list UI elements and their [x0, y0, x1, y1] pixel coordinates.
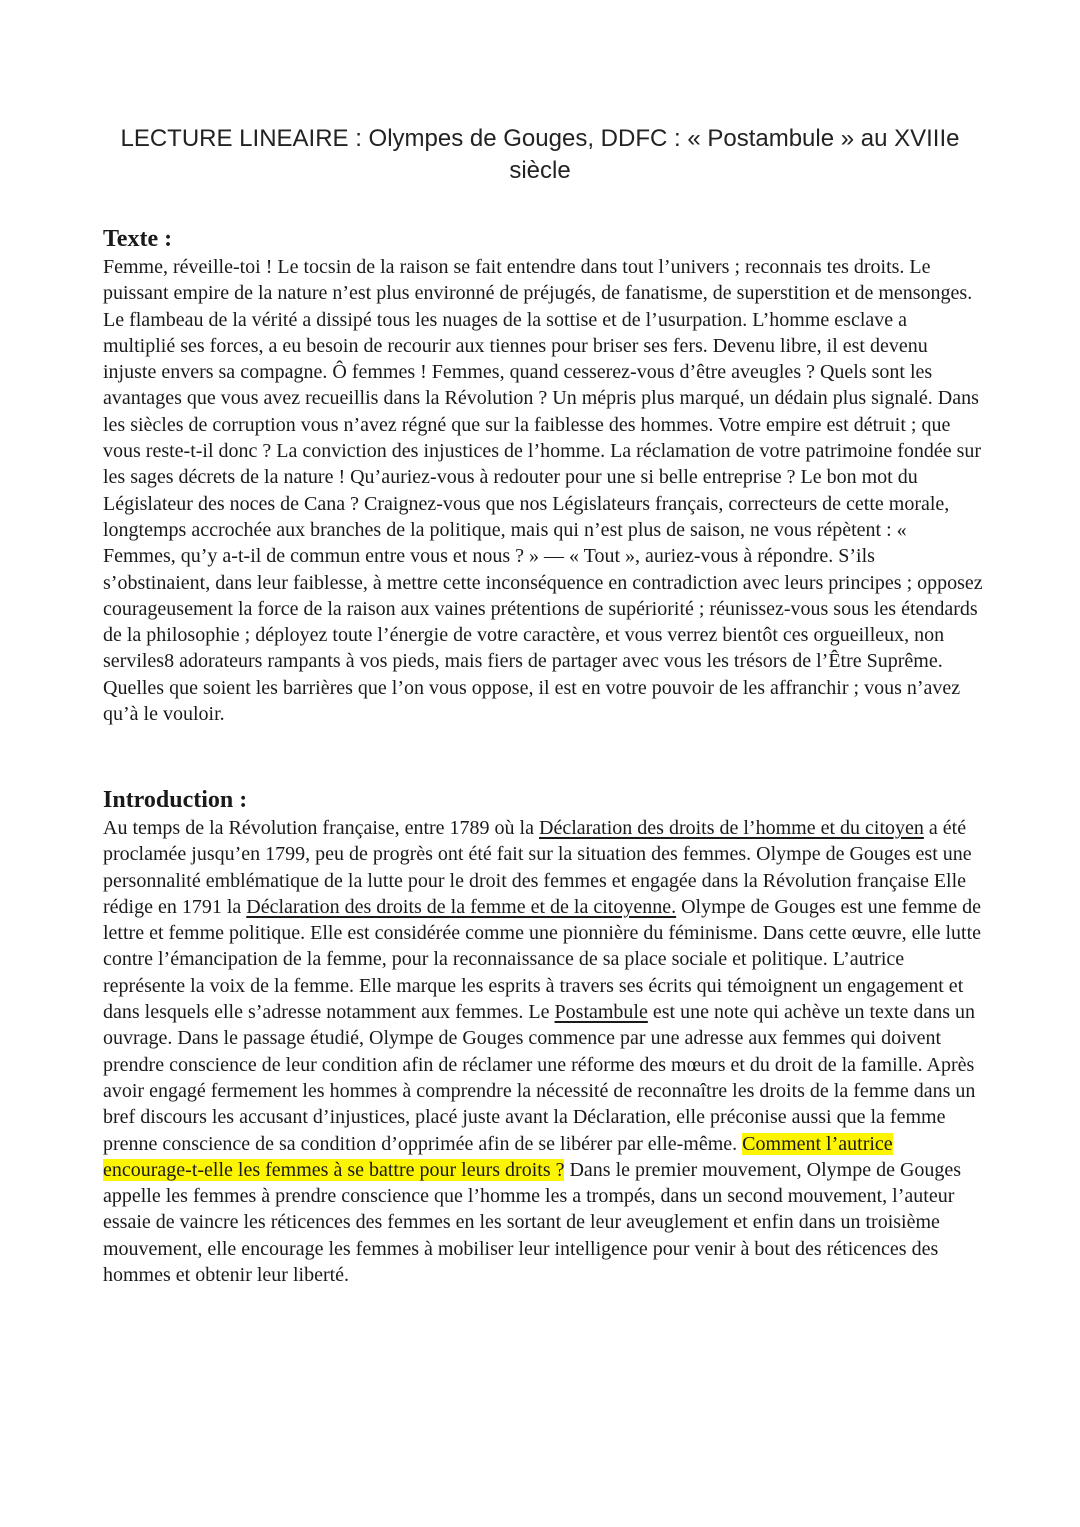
intro-text-part-2: a été proclamée jusqu’en 1799, peu de progrès ont été fait sur la situation des femmes. Olympe de Gouges est une personnalité emblématique de la lutte pour le droit des femmes et engagée dans la Révolution française Elle rédige en 1791 la	[103, 817, 972, 918]
ddfc-title-underlined: Déclaration des droits de la femme et de la citoyenne.	[246, 895, 677, 918]
intro-text-part-4: est une note qui achève un texte dans un ouvrage. Dans le passage étudié, Olympe de Gouges commence par une adresse aux femmes qui doivent prendre conscience de leur condition afin de réclamer une réforme des mœurs et du droit de la famille. Après avoir engagé fermement les hommes à comprendre la nécessité de reconnaître les droits de la femme dans un bref discours les accusant d’injustices, placé juste avant la Déclaration, elle préconise aussi que la femme prenne conscience de sa condition d’opprimée afin de se libérer par elle-même.	[103, 1001, 976, 1155]
ddhc-title-underlined: Déclaration des droits de l’homme et du citoyen	[539, 817, 924, 839]
intro-text-part-5: Dans le premier mouvement, Olympe de Gouges appelle les femmes à prendre conscience que l’homme les a trompés, dans un second mouvement, l’auteur essaie de vaincre les réticences des femmes en les sortant de leur aveuglement et enfin dans un troisième mouvement, elle encourage les femmes à mobiliser leur intelligence pour venir à bout des réticences des hommes et obtenir leur liberté.	[103, 1158, 962, 1287]
texte-body: Femme, réveille-toi ! Le tocsin de la raison se fait entendre dans tout l’univers ; reconnais tes droits. Le puissant empire de la nature n’est plus environné de préjugés, de fanatisme, de superstition et de mensonges. Le flambeau de la vérité a dissipé tous les nuages de la sottise et de l’usurpation. L’homme esclave a multiplié ses forces, a eu besoin de recourir aux tiennes pour briser ses fers. Devenu libre, il est devenu injuste envers sa compagne. Ô femmes ! Femmes, quand cesserez-vous d’être aveugles ? Quels sont les avantages que vous avez recueillis dans la Révolution ? Un mépris plus marqué, un dédain plus signalé. Dans les siècles de corruption vous n’avez régné que sur la faiblesse des hommes. Votre empire est détruit ; que vous reste-t-il donc ? La conviction des injustices de l’homme. La réclamation de votre patrimoine fondée sur les sages décrets de la nature ! Qu’auriez-vous à redouter pour une si belle entreprise ? Le bon mot du Législateur des noces de Cana ? Craignez-vous que nos Législateurs français, correcteurs de cette morale, longtemps accrochée aux branches de la politique, mais qui n’est plus de saison, ne vous répètent : « Femmes, qu’y a-t-il de commun entre vous et nous ? » — « Tout », auriez-vous à répondre. S’ils s’obstinaient, dans leur faiblesse, à mettre cette inconséquence en contradiction avec leurs principes ; opposez courageusement la force de la raison aux vaines prétentions de supériorité ; réunissez-vous sous les étendards de la philosophie ; déployez toute l’énergie de votre caractère, et vous verrez bientôt ces orgueilleux, non serviles8 adorateurs rampants à vos pieds, mais fiers de partager avec vous les trésors de l’Être Suprême. Quelles que soient les barrières que l’on vous oppose, il est en votre pouvoir de les affranchir ; vous n’avez qu’à le vouloir.	[103, 256, 983, 726]
introduction-section	[103, 785, 983, 1288]
introduction-body	[103, 815, 983, 1288]
texte-heading: Texte :	[103, 226, 173, 252]
problematique-highlight: Comment l’autrice encourage-t-elle les femmes à se battre pour leurs droits ?	[103, 1132, 893, 1181]
page-title: LECTURE LINEAIRE : Olympes de Gouges, DDFC : « Postambule » au XVIIIe siècle	[120, 125, 960, 184]
intro-text-part-3: Olympe de Gouges est une femme de lettre et femme politique. Elle est considérée comme une pionnière du féminisme. Dans cette œuvre, elle lutte contre l’émancipation de la femme, pour la reconnaissance de sa place sociale et politique. L’autrice représente la voix de la femme. Elle marque les esprits à travers ses écrits qui témoignent un engagement et dans lesquels elle s’adresse notamment aux femmes. Le	[103, 895, 982, 1024]
texte-section	[103, 224, 983, 727]
intro-text-part-1: Au temps de la Révolution française, entre 1789 où la	[103, 817, 539, 839]
postambule-underlined: Postambule	[554, 1001, 648, 1024]
introduction-heading: Introduction :	[103, 787, 248, 813]
